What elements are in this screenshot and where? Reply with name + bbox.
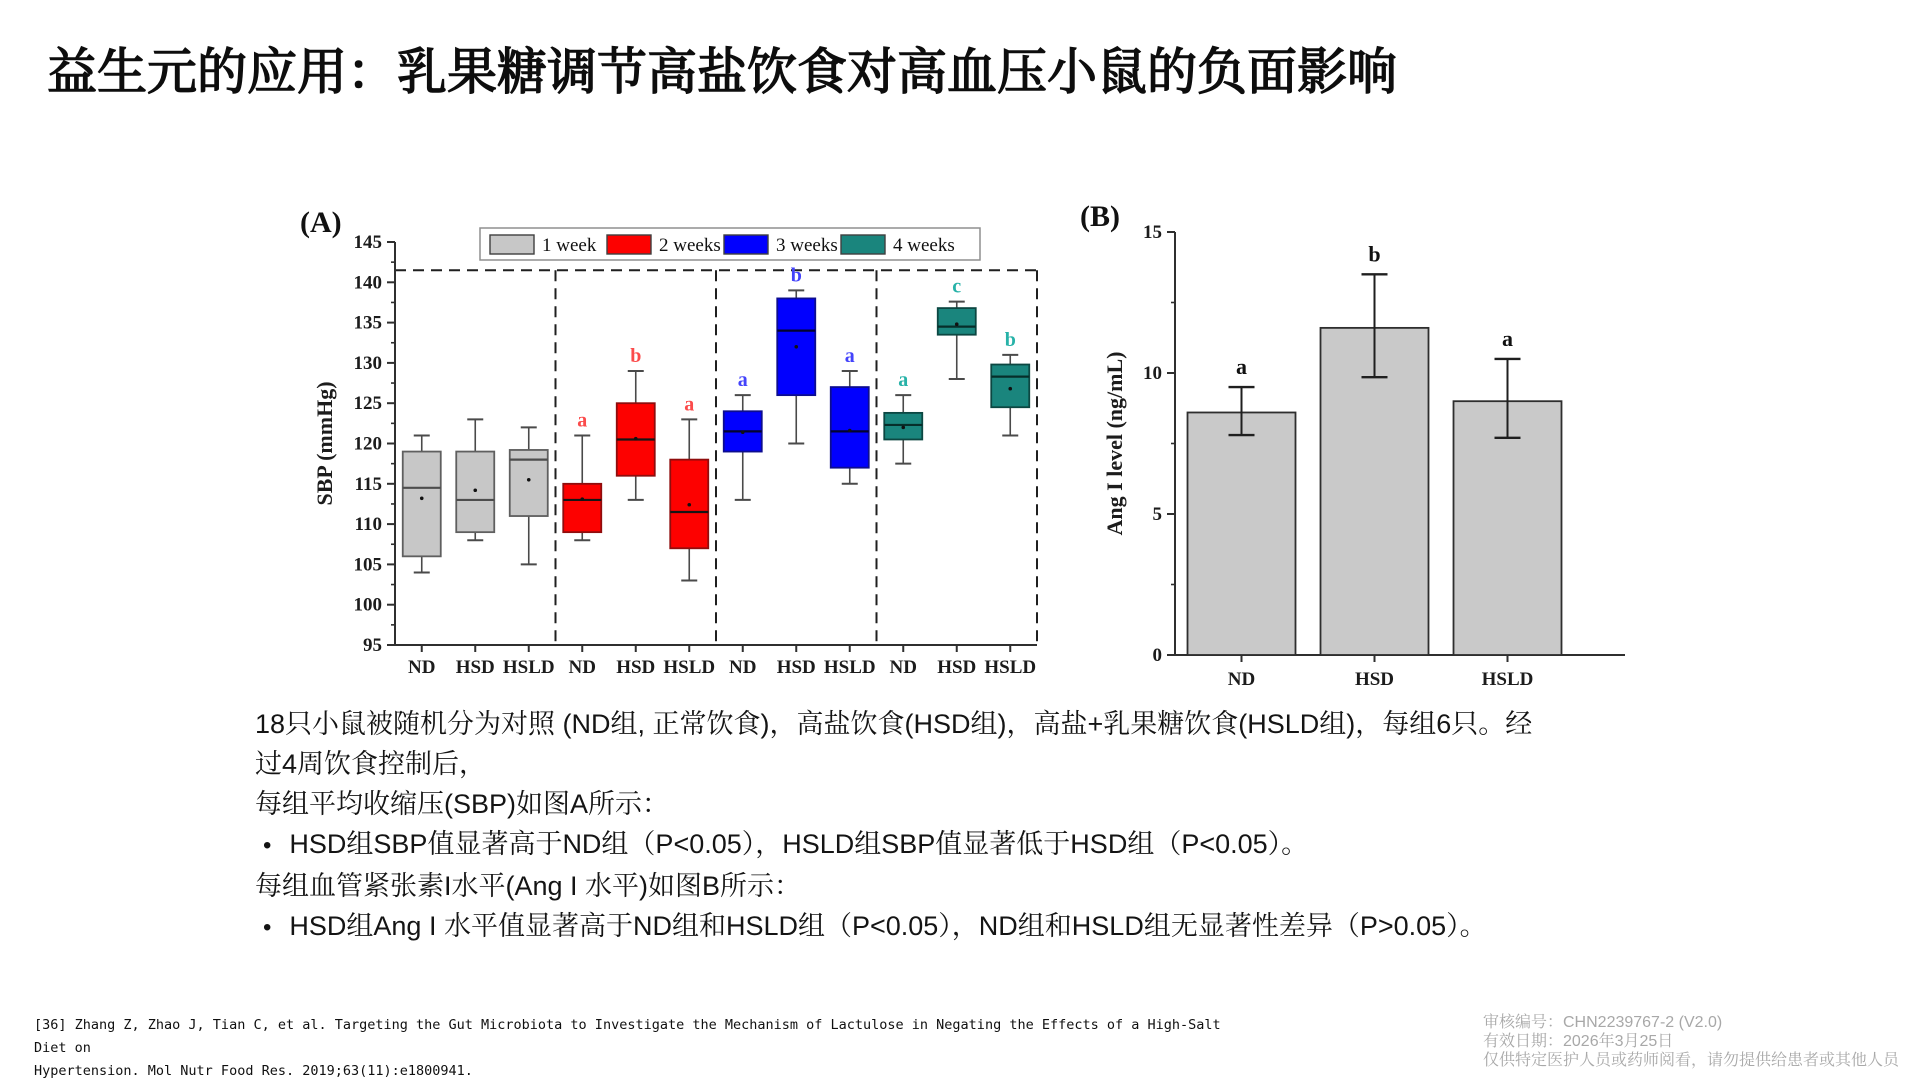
bullet-marker: • [263, 914, 272, 941]
bullet-marker: • [263, 832, 272, 859]
description-line-text: HSD组SBP值显著高于ND组（P<0.05），HSLD组SBP值显著低于HSD组（P<0.05）。 [289, 829, 1309, 859]
citation [34, 1014, 1224, 1080]
svg-text:105: 105 [353, 554, 382, 576]
svg-text:(B): (B) [1080, 200, 1120, 233]
svg-text:b: b [1368, 241, 1381, 267]
svg-text:HSD: HSD [937, 657, 977, 678]
svg-text:145: 145 [353, 232, 382, 253]
svg-text:b: b [790, 264, 802, 287]
footer-valid-date: 有效日期：2026年3月25日 [1483, 1033, 1674, 1050]
description-line: 18只小鼠被随机分为对照 (ND组, 正常饮食)，高盐饮食(HSD组)，高盐+乳果糖饮食(HSLD组)，每组6只。经 [255, 709, 1533, 739]
citation-line: [36] Zhang Z, Zhao J, Tian C, et al. Targeting the Gut Microbiota to Investigate the Mechanism of Lactulose in Negating the Effects of a High-Salt Diet on [34, 1017, 1221, 1056]
svg-text:ND: ND [729, 657, 757, 678]
footer-review-number: 审核编号：CHN2239767-2 (V2.0) [1483, 1014, 1723, 1031]
svg-text:HSD: HSD [616, 657, 656, 678]
description-line: 每组平均收缩压(SBP)如图A所示： [255, 789, 670, 819]
citation-line: Hypertension. Mol Nutr Food Res. 2019;63(11):e1800941. [34, 1063, 473, 1079]
svg-text:ND: ND [1227, 669, 1256, 690]
svg-text:a: a [1502, 325, 1513, 351]
svg-text:HSLD: HSLD [1481, 669, 1534, 690]
page-title: 益生元的应用：乳果糖调节高盐饮食对高血压小鼠的负面影响 [47, 44, 1397, 100]
svg-text:b: b [630, 344, 642, 367]
svg-text:(A): (A) [300, 206, 342, 239]
svg-text:1 week: 1 week [542, 235, 597, 256]
svg-text:HSD: HSD [776, 657, 816, 678]
svg-text:15: 15 [1143, 222, 1162, 243]
svg-text:a: a [844, 344, 855, 367]
svg-text:140: 140 [353, 272, 382, 294]
svg-text:a: a [898, 369, 909, 392]
description-bullet-line [255, 906, 1615, 948]
svg-text:c: c [952, 275, 962, 298]
svg-text:3 weeks: 3 weeks [776, 235, 838, 256]
svg-text:b: b [1004, 328, 1016, 351]
svg-text:a: a [1236, 354, 1247, 380]
svg-text:5: 5 [1152, 504, 1162, 525]
svg-text:SBP (mmHg): SBP (mmHg) [312, 381, 337, 506]
svg-text:ND: ND [889, 657, 917, 678]
svg-text:4 weeks: 4 weeks [893, 235, 955, 256]
svg-text:10: 10 [1143, 363, 1162, 384]
svg-text:HSLD: HSLD [663, 657, 716, 678]
sbp-boxplot-chart [298, 192, 1068, 692]
svg-text:110: 110 [354, 514, 382, 536]
svg-text:a: a [684, 393, 695, 416]
svg-text:HSLD: HSLD [823, 657, 876, 678]
svg-text:a: a [737, 369, 748, 392]
svg-text:95: 95 [363, 635, 382, 656]
svg-text:a: a [577, 409, 588, 432]
description-bullet-line [255, 824, 1615, 866]
svg-text:120: 120 [353, 433, 382, 455]
footer-audience-note: 仅供特定医护人员或药师阅看，请勿提供给患者或其他人员 [1483, 1052, 1900, 1069]
svg-text:HSLD: HSLD [984, 657, 1037, 678]
footer-note [1483, 1013, 1899, 1070]
description-line: 每组血管紧张素I水平(Ang I 水平)如图B所示： [255, 871, 802, 901]
svg-text:Ang I level (ng/mL): Ang I level (ng/mL) [1102, 351, 1127, 536]
svg-text:HSD: HSD [1354, 669, 1395, 690]
svg-text:0: 0 [1152, 645, 1162, 666]
svg-text:HSLD: HSLD [502, 657, 555, 678]
description-block [255, 704, 1615, 948]
description-line: 过4周饮食控制后， [255, 749, 487, 779]
description-line-text: HSD组Ang I 水平值显著高于ND组和HSLD组（P<0.05），ND组和HSLD组无显著性差异（P>0.05）。 [289, 911, 1487, 941]
svg-text:135: 135 [353, 312, 382, 334]
ang1-bar-chart [1080, 188, 1660, 700]
svg-text:ND: ND [408, 657, 436, 678]
svg-text:ND: ND [568, 657, 596, 678]
svg-text:100: 100 [353, 594, 382, 616]
svg-text:2 weeks: 2 weeks [659, 235, 721, 256]
svg-text:130: 130 [353, 352, 382, 374]
svg-text:HSD: HSD [455, 657, 495, 678]
svg-text:115: 115 [354, 473, 382, 495]
svg-text:125: 125 [353, 393, 382, 415]
